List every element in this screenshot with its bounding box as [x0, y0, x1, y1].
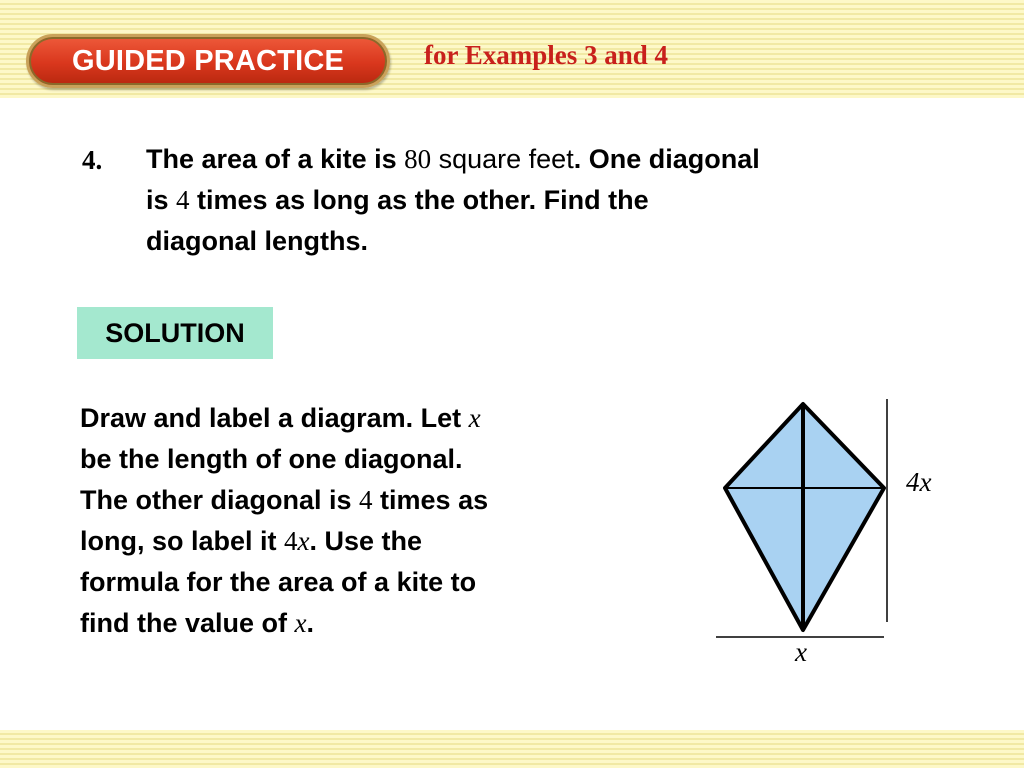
ratio-value: 4 — [176, 185, 190, 215]
solution-text: find the value of — [80, 608, 295, 638]
solution-text: . — [306, 608, 315, 638]
variable-x: x — [294, 608, 307, 638]
problem-line-3: diagonal lengths. — [146, 226, 369, 256]
problem-line-1 — [146, 139, 946, 180]
solution-text: The other diagonal is — [80, 485, 360, 515]
coefficient-value: 4 — [284, 526, 298, 556]
solution-line-5: formula for the area of a kite to — [80, 567, 477, 597]
solution-text: long, so label it — [80, 526, 285, 556]
problem-number: 4. — [82, 145, 103, 175]
solution-line-3 — [80, 480, 640, 521]
problem-text: times as long as the other. Find the — [189, 185, 649, 215]
guided-practice-label: GUIDED PRACTICE — [71, 44, 345, 77]
solution-explanation — [80, 398, 640, 644]
problem-text: is — [146, 185, 177, 215]
solution-line-6 — [80, 603, 640, 644]
solution-line-2: be the length of one diagonal. — [80, 444, 463, 474]
horizontal-diagonal-label: x — [795, 637, 807, 667]
kite-diagram — [700, 390, 960, 680]
ratio-value: 4 — [359, 485, 373, 515]
solution-text: . Use the — [309, 526, 423, 556]
guided-practice-badge — [26, 34, 390, 88]
vertical-diagonal-label: 4x — [906, 467, 932, 497]
variable-x: x — [468, 403, 481, 433]
variable-x: x — [297, 526, 310, 556]
solution-label: SOLUTION — [105, 317, 245, 348]
examples-subtitle: for Examples 3 and 4 — [424, 40, 669, 70]
problem-unit: square feet — [431, 144, 574, 174]
solution-line-1 — [80, 398, 640, 439]
solution-line-4 — [80, 521, 640, 562]
area-value: 80 — [404, 144, 432, 174]
problem-text: The area of a kite is — [146, 144, 405, 174]
problem-line-2 — [146, 180, 946, 221]
solution-badge — [77, 307, 273, 359]
solution-text: times as — [372, 485, 489, 515]
footer-band — [0, 730, 1024, 768]
solution-text: Draw and label a diagram. Let — [80, 403, 469, 433]
problem-statement — [146, 139, 946, 262]
problem-text: . One diagonal — [573, 144, 760, 174]
